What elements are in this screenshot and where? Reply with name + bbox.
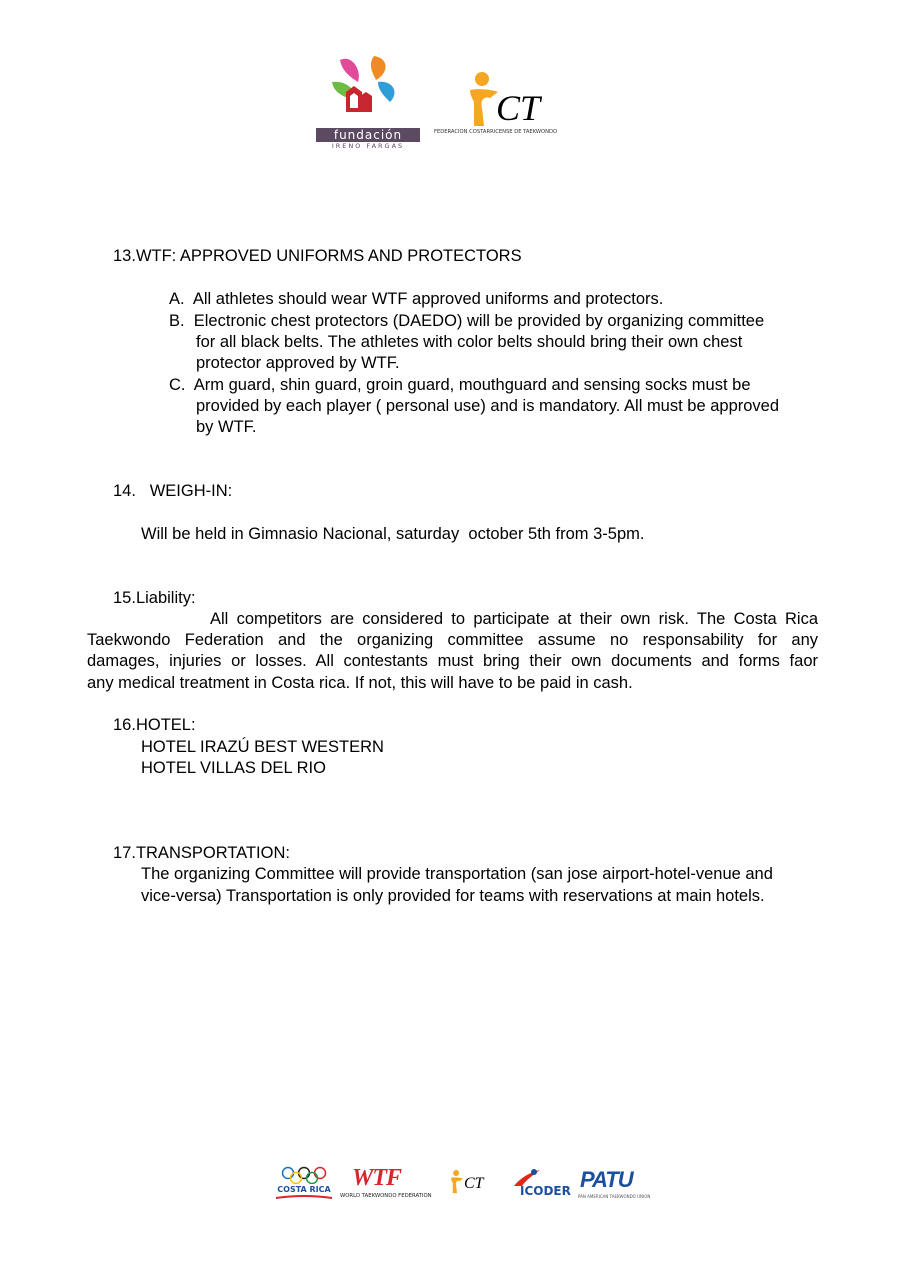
costa-rica-label: COSTA RICA [277, 1185, 331, 1194]
list-item-c [169, 375, 751, 397]
fct-small-mark: CT [464, 1175, 484, 1192]
section-17-title: TRANSPORTATION: [135, 844, 290, 862]
section-16-title: HOTEL: [135, 716, 196, 734]
list-item-a-line-1: All athletes should wear WTF approved uniforms and protectors. [192, 290, 664, 308]
icoder-logo [510, 1168, 576, 1202]
list-item-c-line-1: Arm guard, shin guard, groin guard, mouthguard and sensing socks must be [193, 376, 751, 394]
list-item-c-line-3: by WTF. [196, 418, 257, 436]
section-15-title: Liability: [135, 589, 196, 607]
list-item-c-line-2: provided by each player ( personal use) and is mandatory. All must be approved [196, 397, 780, 415]
patu-logo-caption: PAN AMERICAN TAEKWONDO UNION [578, 1194, 650, 1199]
patu-logo-mark: PATU [580, 1167, 633, 1192]
list-item-a-marker: A. [169, 290, 185, 308]
section-15-line-3: damages, injuries or losses. All contestants must bring their own documents and forms faor [87, 652, 818, 670]
section-14-number: 14. [113, 482, 136, 500]
fct-logo [432, 72, 592, 142]
olympic-rings-icon [280, 1166, 328, 1184]
costa-rica-olympic-logo [270, 1166, 338, 1204]
hotel-item-1: HOTEL IRAZÚ BEST WESTERN [141, 738, 384, 756]
section-13-title: WTF: APPROVED UNIFORMS AND PROTECTORS [135, 247, 522, 265]
section-13-number: 13. [113, 247, 136, 265]
hotel-item-2: HOTEL VILLAS DEL RIO [141, 759, 326, 777]
section-17-line-1: The organizing Committee will provide transportation (san jose airport-hotel-venue and [141, 865, 773, 883]
section-16-heading [113, 715, 196, 737]
list-item-b-line-3: protector approved by WTF. [196, 354, 400, 372]
section-13-heading [113, 246, 522, 268]
section-15-heading [113, 588, 196, 610]
section-17-number: 17. [113, 844, 136, 862]
icoder-label: ICODER [520, 1184, 571, 1198]
list-item-b-line-2: for all black belts. The athletes with color belts should bring their own chest [196, 333, 743, 351]
section-14-heading [113, 481, 232, 503]
wtf-logo-caption: WORLD TAEKWONDO FEDERATION [340, 1193, 432, 1199]
fundacion-logo-band: fundación [316, 128, 420, 142]
list-item-a [169, 289, 663, 311]
flag-stripe-icon [276, 1195, 332, 1201]
list-item-b-marker: B. [169, 312, 185, 330]
section-15-line-2: Taekwondo Federation and the organizing committee assume no responsability for any [87, 631, 818, 649]
list-item-b-line-1: Electronic chest protectors (DAEDO) will be provided by organizing committee [193, 312, 765, 330]
section-17-line-2: vice-versa) Transportation is only provided for teams with reservations at main hotels. [141, 887, 765, 905]
wtf-logo [340, 1166, 432, 1204]
patu-logo [578, 1168, 650, 1204]
section-16-number: 16. [113, 716, 136, 734]
fundacion-logo [312, 52, 424, 152]
section-14-body: Will be held in Gimnasio Nacional, saturday october 5th from 3-5pm. [141, 525, 645, 543]
section-15-line-4: any medical treatment in Costa rica. If not, this will have to be paid in cash. [87, 674, 633, 692]
section-15-number: 15. [113, 589, 136, 607]
fct-small-swoosh-icon [450, 1170, 464, 1194]
wtf-logo-mark: WTF [352, 1165, 402, 1191]
fct-logo-caption: FEDERACION COSTARRICENSE DE TAEKWONDO [434, 129, 558, 135]
fundacion-logo-subtitle: IRENO FARGAS [331, 142, 405, 150]
section-17-heading [113, 843, 290, 865]
list-item-c-marker: C. [169, 376, 186, 394]
section-14-title: WEIGH-IN: [149, 482, 233, 500]
list-item-b [169, 311, 764, 333]
footer-logos [270, 1166, 650, 1206]
fct-small-logo [434, 1170, 508, 1202]
fct-logo-mark: CT [496, 88, 541, 128]
section-15-line-1: All competitors are considered to participate at their own risk. The Costa Rica [210, 610, 818, 628]
